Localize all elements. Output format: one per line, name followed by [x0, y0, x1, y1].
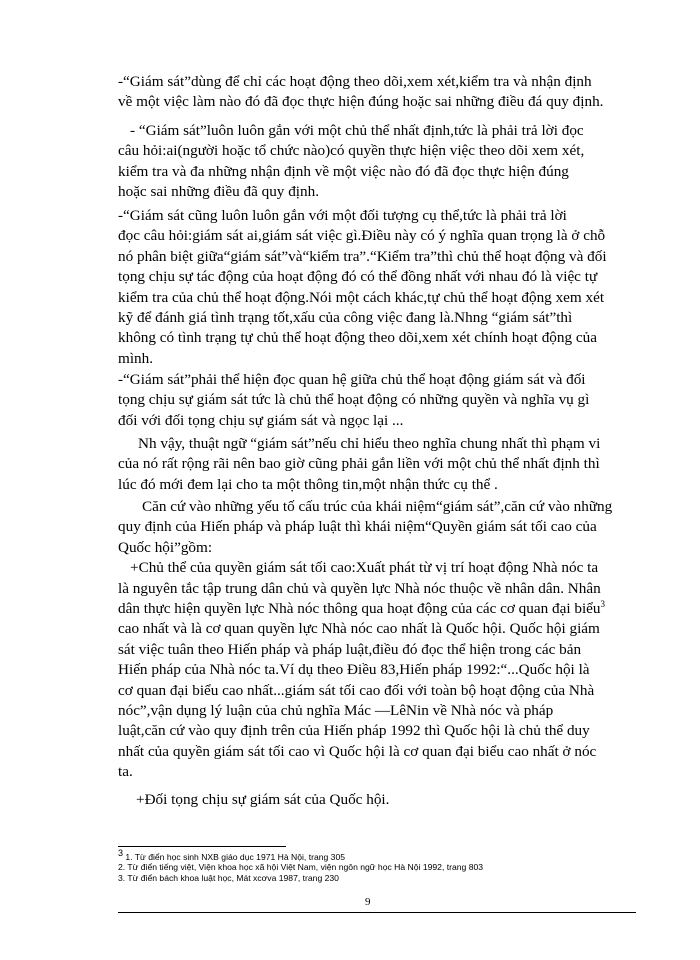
text-line: sát việc tuân theo Hiến pháp và pháp luật,điều đó đọc thể hiện trong các bản: [118, 640, 582, 658]
text-line: tọng chịu sự tác động của hoạt động đó có thể đồng nhất với nhau đó là việc tự: [118, 268, 598, 286]
text-line: nhất của quyền giám sát tối cao vì Quốc hội là cơ quan đại biểu cao nhất ở nóc: [118, 742, 597, 760]
footnote-item: [118, 848, 638, 862]
paragraph-5: [118, 434, 638, 495]
text-line: Hiến pháp của Nhà nóc ta.Ví dụ theo Điều 83,Hiến pháp 1992:“...Quốc hội là: [118, 661, 590, 679]
paragraph-3: [118, 206, 638, 369]
text-line: tọng chịu sự giám sát tức là chủ thể hoạt động có những quyền và nghĩa vụ gì: [118, 391, 590, 409]
footnote-marker: 3: [118, 848, 124, 859]
text-line: của nó rất rộng rãi nên bao giờ cũng phải gắn liền với một chủ thể nhất định thì: [118, 455, 600, 473]
bottom-rule: [118, 912, 636, 913]
text-line: kỹ để đánh giá tình trạng tốt,xấu của công việc đang là.Nhng “giám sát”thì: [118, 309, 573, 327]
text-line: về một việc làm nào đó đã đọc thực hiện đúng hoặc sai những điều đá quy định.: [118, 93, 604, 111]
text-line: +Đối tọng chịu sự giám sát của Quốc hội.: [136, 791, 390, 808]
text-line: Căn cứ vào những yếu tố cấu trúc của khái niệm“giám sát”,căn cứ vào những: [142, 498, 613, 515]
footnote-item: [118, 862, 638, 872]
text-line: lúc đó mới đem lại cho ta một thông tin,một nhận thức cụ thể .: [118, 475, 498, 493]
text-line: đọc câu hỏi:giám sát ai,giám sát việc gì.Điều này có ý nghĩa quan trọng là ở chỗ: [118, 227, 606, 245]
text-line: [118, 599, 638, 619]
text-line: +Chủ thể của quyền giám sát tối cao:Xuất phát từ vị trí hoạt động Nhà nóc ta: [130, 559, 599, 577]
footnote-separator: [118, 846, 286, 847]
text-line: Quốc hội”gồm:: [118, 538, 213, 556]
page-number: 9: [365, 896, 371, 908]
text-line: -“Giám sát”phải thể hiện đọc quan hệ giữa chủ thể hoạt động giám sát và đối: [118, 371, 586, 388]
footnote-text: 1. Từ điển học sinh NXB giáo dục 1971 Hà Nội, trang 305: [125, 852, 346, 862]
footnote-text: 2. Từ điển tiếng việt, Viện khoa học xã hội Việt Nam, viện ngôn ngữ học Hà Nội 1992, trang 803: [118, 862, 484, 873]
text-line: mình.: [118, 349, 154, 367]
text-line: quy định của Hiến pháp và pháp luật thì khái niệm“Quyền giám sát tối cao của: [118, 518, 597, 536]
text-line: nó phân biệt giữa“giám sát”và“kiểm tra”.“Kiểm tra”thì chủ thể hoạt động và đối: [118, 247, 607, 265]
footnotes: [118, 848, 638, 883]
text-line: kiểm tra và đa những nhận định về một việc nào đó đã đọc thực hiện đúng: [118, 162, 569, 180]
text-line: đối với đối tọng chịu sự giám sát và ngọc lại ...: [118, 411, 404, 429]
text-line: ta.: [118, 763, 133, 781]
footnote-text: 3. Từ điển bách khoa luật học, Mát xcơva 1987, trang 230: [118, 872, 339, 883]
text-line: cao nhất và là cơ quan quyền lực Nhà nóc cao nhất là Quốc hội. Quốc hội giám: [118, 620, 600, 638]
footnote-marker: 3: [600, 598, 605, 609]
text-line: Nh vậy, thuật ngữ “giám sát”nếu chỉ hiểu theo nghĩa chung nhất thì phạm vi: [138, 435, 601, 452]
paragraph-2: [118, 121, 638, 203]
paragraph-6: [118, 497, 638, 783]
text-line: nóc”,vận dụng lý luận của chủ nghĩa Mác —LêNin về Nhà nóc và pháp: [118, 702, 554, 720]
text-line: hoặc sai những điều đã quy định.: [118, 183, 319, 201]
text-line: không có tình trạng tự chủ thể hoạt động theo dõi,xem xét chính hoạt động của: [118, 329, 597, 347]
text-line: là nguyên tắc tập trung dân chủ và quyền lực Nhà nóc thuộc về nhân dân. Nhân: [118, 579, 601, 597]
text-line: - “Giám sát”luôn luôn gắn với một chủ thể nhất định,tức là phải trả lời đọc: [130, 122, 584, 139]
paragraph-1: [118, 72, 638, 113]
text-line: -“Giám sát cũng luôn luôn gắn với một đối tượng cụ thể,tức là phải trả lời: [118, 207, 567, 224]
text-line: -“Giám sát”dùng để chỉ các hoạt động theo dõi,xem xét,kiểm tra và nhận định: [118, 73, 592, 90]
text-line: cơ quan đại biểu cao nhất...giám sát tối cao đối với toàn bộ hoạt động của Nhà: [118, 681, 595, 699]
text-line: câu hỏi:ai(người hoặc tổ chức nào)có quyền thực hiện việc theo dõi xem xét,: [118, 142, 585, 160]
footnote-item: [118, 873, 638, 883]
paragraph-4: [118, 370, 638, 431]
text-line: luật,căn cứ vào quy định trên của Hiến pháp 1992 thì Quốc hội là chủ thể duy: [118, 722, 590, 740]
text-line-content: dân thực hiện quyền lực Nhà nóc thông qua hoạt động của các cơ quan đại biểu: [118, 600, 601, 618]
paragraph-7: [118, 790, 638, 810]
text-line: kiểm tra của chủ thể hoạt động.Nói một cách khác,tự chủ thể hoạt động xem xét: [118, 288, 605, 306]
